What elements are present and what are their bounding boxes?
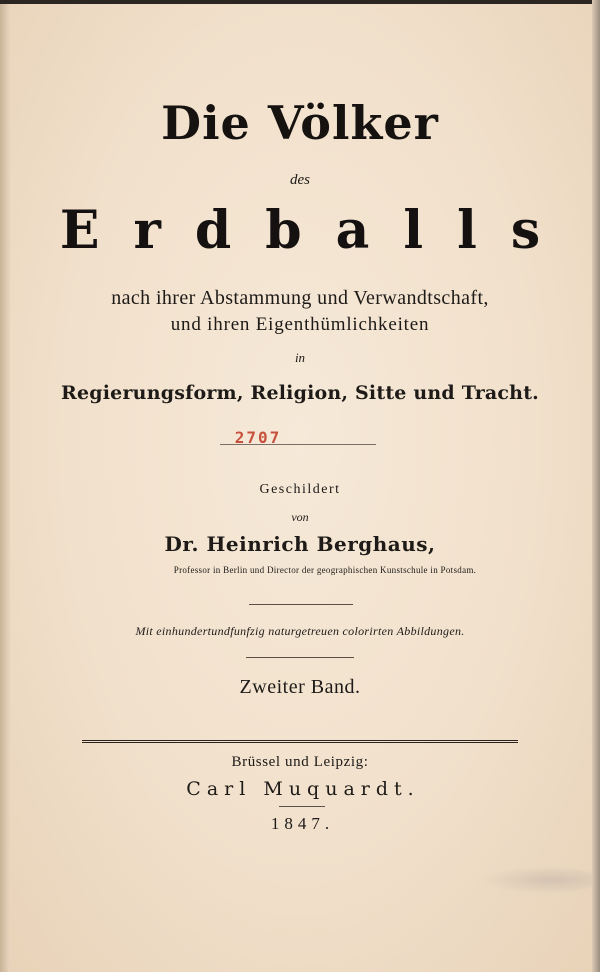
described-label: Geschildert: [259, 482, 341, 497]
stamp-underline: [220, 444, 376, 445]
title-line-2: Erdballs: [59, 200, 575, 261]
imprint-double-rule: [82, 740, 518, 745]
title-connector: des: [290, 172, 310, 188]
publication-year: 1847.: [270, 814, 335, 833]
divider-rule: [279, 806, 325, 807]
subtitle-connector: in: [294, 350, 306, 365]
divider-rule: [246, 657, 354, 658]
library-stamp: 2707: [234, 428, 282, 447]
author-name: Dr. Heinrich Berghaus,: [164, 532, 436, 556]
volume-label: Zweiter Band.: [239, 676, 361, 698]
divider-rule: [249, 604, 353, 605]
top-edge: [0, 0, 600, 4]
title-line-1: Die Völker: [161, 96, 439, 150]
subtitle-line-2: und ihren Eigenthümlichkeiten: [170, 314, 430, 335]
subtitle-line-3: Regierungsform, Religion, Sitte und Tracht.: [61, 382, 539, 404]
publisher-name: Carl Muquardt.: [186, 778, 420, 800]
illustrations-note: Mit einhundertundfunfzig naturgetreuen colorirten Abbildungen.: [135, 624, 465, 638]
subtitle-line-1: nach ihrer Abstammung und Verwandtschaft,: [111, 287, 489, 309]
paper-stain: [480, 866, 600, 894]
publication-place: Brüssel und Leipzig:: [231, 754, 369, 770]
author-affiliation: Professor in Berlin und Director der geographischen Kunstschule in Potsdam.: [173, 565, 477, 575]
by-label: von: [291, 510, 309, 524]
